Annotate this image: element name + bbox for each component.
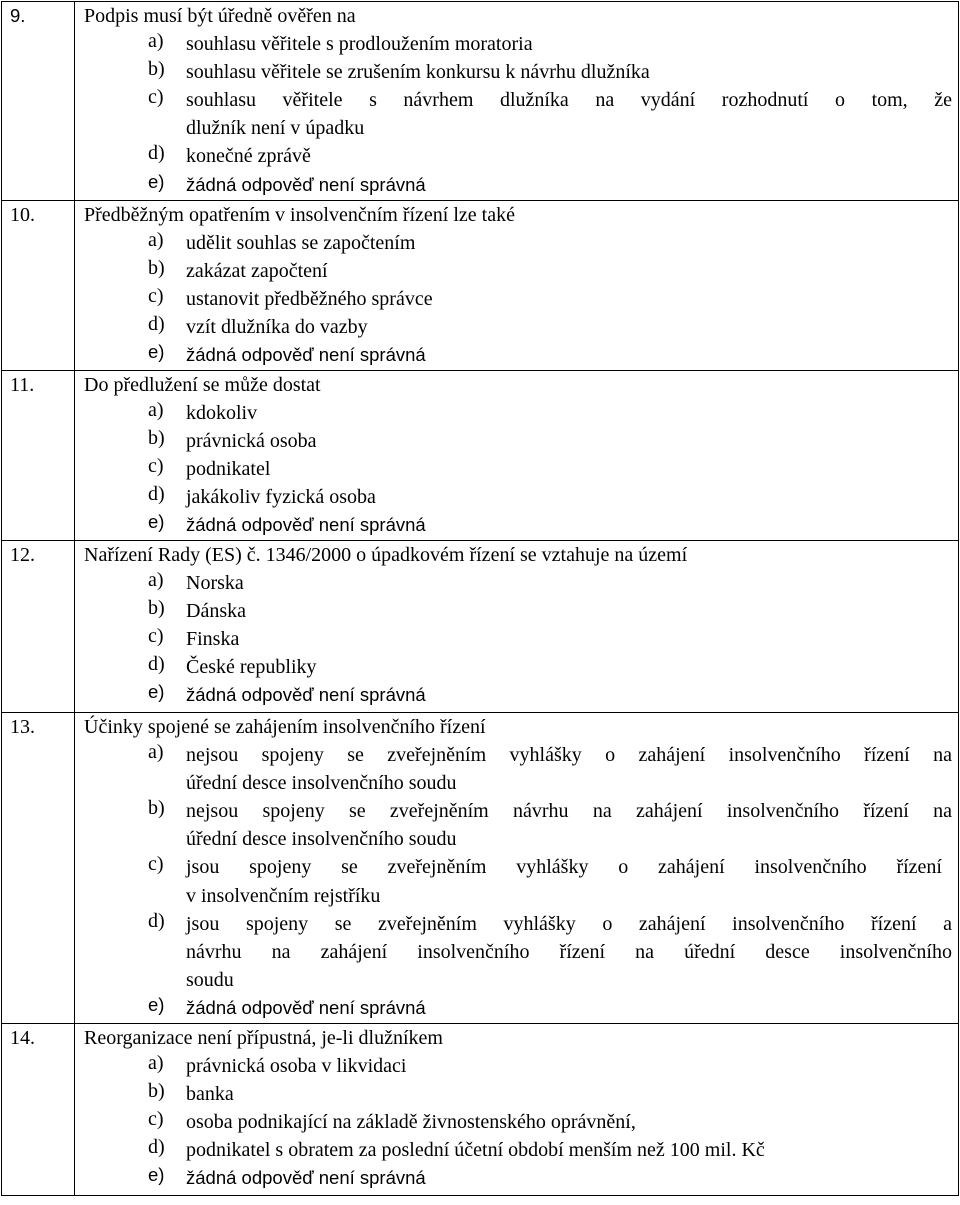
- option: [84, 257, 952, 285]
- option: [84, 30, 952, 58]
- option: [84, 427, 952, 455]
- question-number-cell: [2, 541, 75, 713]
- option-label: c): [148, 853, 164, 876]
- option-text: vzít dlužníka do vazby: [186, 316, 368, 339]
- option-text: konečné zprávě: [186, 145, 311, 168]
- question-content: [75, 1024, 959, 1196]
- question-number-cell: [2, 713, 75, 1024]
- option: [84, 142, 952, 170]
- option-text: banka: [186, 1083, 234, 1106]
- option: [84, 313, 952, 341]
- question-number: 13.: [10, 716, 35, 738]
- question-number: 10.: [10, 204, 35, 226]
- option-label: c): [148, 285, 164, 308]
- question-number-cell: [2, 2, 75, 201]
- option-text: Finska: [186, 628, 240, 651]
- option-label: d): [148, 483, 165, 506]
- option-label: d): [148, 653, 165, 676]
- option: [84, 1136, 952, 1164]
- option: [84, 653, 952, 681]
- option-label: e): [148, 1164, 165, 1186]
- option: [84, 285, 952, 313]
- question-text: Předběžným opatřením v insolvenčním řízení lze také: [84, 204, 515, 226]
- option: [84, 853, 952, 881]
- option-label: a): [148, 569, 164, 592]
- question-row: [2, 541, 959, 713]
- option: [84, 86, 952, 114]
- option-label: e): [148, 511, 165, 533]
- option: [84, 341, 952, 369]
- option-text: České republiky: [186, 656, 317, 679]
- option: [84, 171, 952, 199]
- option-text: ustanovit předběžného správce: [186, 288, 433, 311]
- option-label: c): [148, 86, 164, 109]
- question-row: [2, 371, 959, 541]
- questions-table: [1, 1, 959, 1196]
- option: [84, 455, 952, 483]
- option-label: e): [148, 170, 165, 192]
- option: [84, 1080, 952, 1108]
- option-text: souhlasu věřitele s prodloužením moratoria: [186, 33, 533, 56]
- option-text: souhlasu věřitele s návrhem dlužníka na vydání rozhodnutí o tom, že: [186, 89, 952, 112]
- option-label: b): [148, 58, 165, 81]
- question-text: Reorganizace není přípustná, je-li dlužníkem: [84, 1027, 443, 1049]
- option-text: žádná odpověď není správná: [186, 996, 426, 1018]
- option-text: nejsou spojeny se zveřejněním vyhlášky o zahájení insolvenčního řízení na: [186, 744, 952, 767]
- option: [84, 797, 952, 825]
- option-text: žádná odpověď není správná: [186, 344, 426, 366]
- option-text-continuation: úřední desce insolvenčního soudu: [186, 828, 457, 851]
- option: [84, 994, 952, 1022]
- option-text-continuation: dlužník není v úpadku: [186, 117, 365, 140]
- question-row: [2, 2, 959, 201]
- option-text: právnická osoba: [186, 430, 317, 453]
- option-label: a): [148, 741, 164, 764]
- option-label: c): [148, 1108, 164, 1131]
- option-text-continuation: úřední desce insolvenčního soudu: [186, 772, 457, 795]
- option: [84, 58, 952, 86]
- option-label: a): [148, 30, 164, 53]
- option-text-continuation: návrhu na zahájení insolvenčního řízení na úřední desce insolvenčního: [186, 940, 952, 963]
- option-text: souhlasu věřitele se zrušením konkursu k návrhu dlužníka: [186, 61, 650, 84]
- question-text: Účinky spojené se zahájením insolvenčního řízení: [84, 716, 486, 738]
- question-number: 12.: [10, 544, 35, 566]
- option-text: podnikatel: [186, 458, 271, 481]
- option: [84, 625, 952, 653]
- option-text-continuation: v insolvenčním rejstříku: [186, 884, 381, 907]
- option: [84, 1164, 952, 1192]
- option-label: b): [148, 427, 165, 450]
- question-number: 14.: [10, 1027, 35, 1049]
- question-number-cell: [2, 1024, 75, 1196]
- question-text: Nařízení Rady (ES) č. 1346/2000 o úpadkovém řízení se vztahuje na území: [84, 544, 688, 566]
- option-label: e): [148, 993, 165, 1015]
- option-label: b): [148, 597, 165, 620]
- question-row: [2, 713, 959, 1024]
- question-number: 9.: [10, 5, 26, 26]
- option-label: d): [148, 142, 165, 165]
- option-label: a): [148, 399, 164, 422]
- option-text: Dánska: [186, 600, 246, 623]
- option-text: žádná odpověď není správná: [186, 514, 426, 536]
- option: [84, 681, 952, 709]
- question-text: Podpis musí být úředně ověřen na: [84, 5, 356, 27]
- option-label: d): [148, 1136, 165, 1159]
- option: [84, 597, 952, 625]
- question-number-cell: [2, 201, 75, 371]
- option-label: e): [148, 341, 165, 363]
- question-number: 11.: [10, 374, 35, 396]
- option-text: osoba podnikající na základě živnostenského oprávnění,: [186, 1111, 636, 1134]
- question-row: [2, 1024, 959, 1196]
- option: [84, 1108, 952, 1136]
- option-label: b): [148, 797, 165, 820]
- question-content: [75, 713, 959, 1024]
- option-text: podnikatel s obratem za poslední účetní období menším než 100 mil. Kč: [186, 1139, 765, 1162]
- option: [84, 511, 952, 539]
- option-text: žádná odpověď není správná: [186, 684, 426, 706]
- option-label: d): [148, 909, 165, 932]
- question-row: [2, 201, 959, 371]
- option-label: c): [148, 625, 164, 648]
- question-content: [75, 2, 959, 201]
- question-text: Do předlužení se může dostat: [84, 374, 321, 396]
- option-label: c): [148, 455, 164, 478]
- option-text: jsou spojeny se zveřejněním vyhlášky o zahájení insolvenčního řízení: [186, 856, 942, 879]
- option-text-continuation: soudu: [186, 968, 234, 991]
- option: [84, 569, 952, 597]
- option-label: b): [148, 257, 165, 280]
- option-text: jsou spojeny se zveřejněním vyhlášky o zahájení insolvenčního řízení a: [186, 912, 952, 935]
- option-text: udělit souhlas se započtením: [186, 232, 416, 255]
- option-text: Norska: [186, 572, 244, 595]
- option: [84, 483, 952, 511]
- option-text: právnická osoba v likvidaci: [186, 1055, 407, 1078]
- question-content: [75, 541, 959, 713]
- option-label: a): [148, 1052, 164, 1075]
- option: [84, 229, 952, 257]
- option-text: kdokoliv: [186, 402, 258, 425]
- question-number-cell: [2, 371, 75, 541]
- option-label: b): [148, 1080, 165, 1103]
- option-text: nejsou spojeny se zveřejněním návrhu na zahájení insolvenčního řízení na: [186, 800, 952, 823]
- option-text: žádná odpověď není správná: [186, 173, 426, 195]
- option-label: d): [148, 313, 165, 336]
- option: [84, 741, 952, 769]
- option-label: a): [148, 229, 164, 252]
- option-text: jakákoliv fyzická osoba: [186, 486, 376, 509]
- question-content: [75, 201, 959, 371]
- option: [84, 910, 952, 938]
- option-label: e): [148, 681, 165, 703]
- option-text: žádná odpověď není správná: [186, 1167, 426, 1189]
- option: [84, 1052, 952, 1080]
- option: [84, 399, 952, 427]
- option-text: zakázat započtení: [186, 260, 328, 283]
- question-content: [75, 371, 959, 541]
